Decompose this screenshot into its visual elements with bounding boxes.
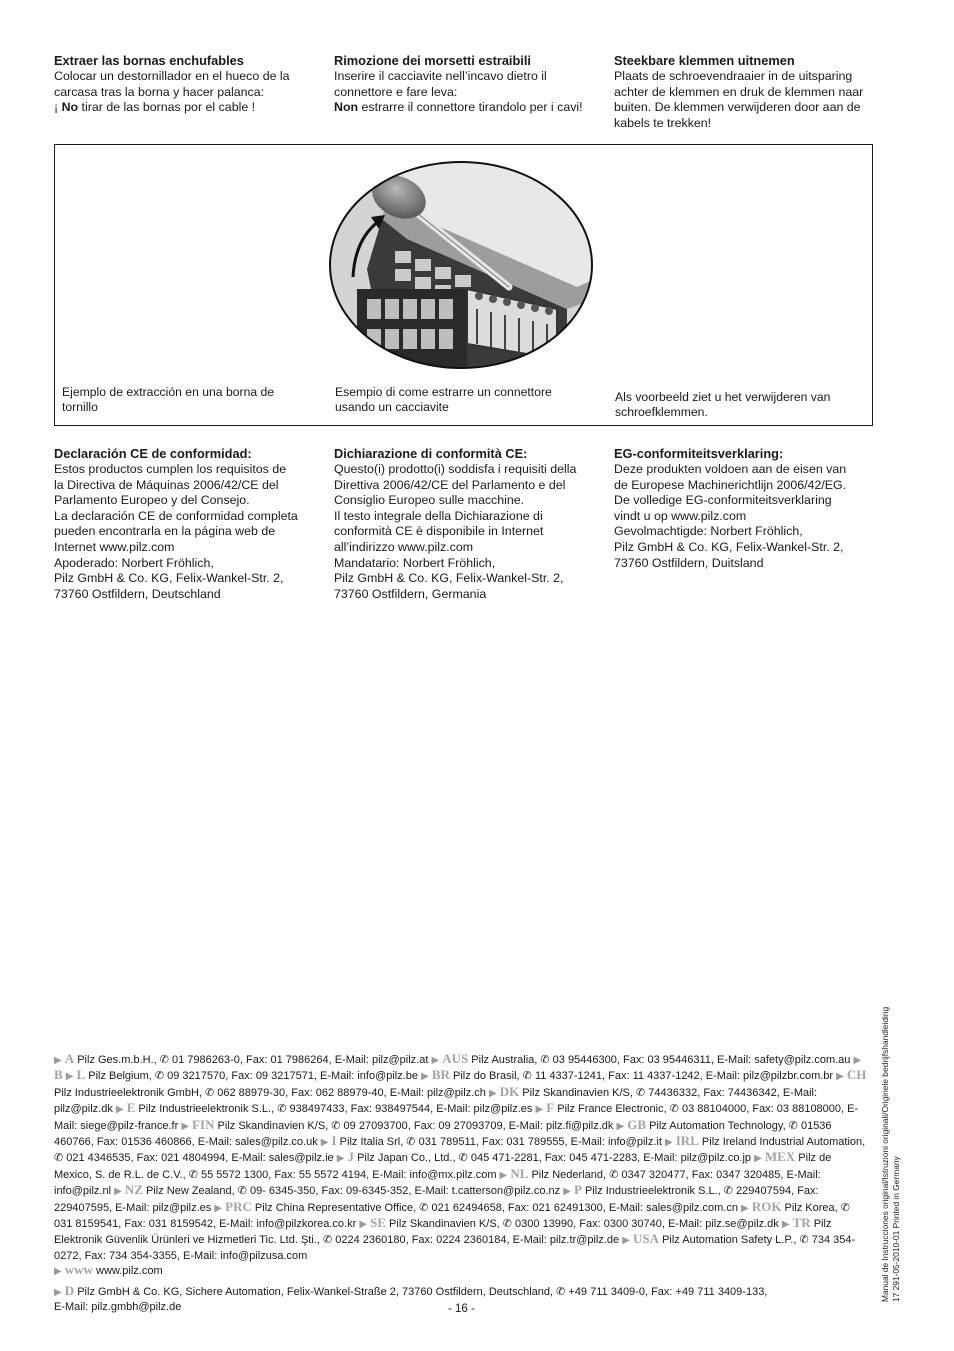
caption-line: tornillo xyxy=(62,400,98,414)
caption-line: schroefklemmen. xyxy=(615,405,708,419)
heading-ce-es: Declaración CE de conformidad: xyxy=(54,446,252,461)
triangle-icon: ▶ xyxy=(214,1202,223,1214)
country-code: NZ xyxy=(124,1182,143,1198)
triangle-icon: ▶ xyxy=(115,1104,124,1116)
contact-text: Pilz Industrieelektronik S.L., ✆ 938497433, Fax: 938497544, E-Mail: pilz@pilz.es xyxy=(138,1103,533,1116)
country-code: AUS xyxy=(442,1051,469,1066)
contact-paragraph xyxy=(54,1052,868,1263)
side-note-line: 17 291-05-2010-01 Printed in Germany xyxy=(891,1156,901,1302)
triangle-icon: ▶ xyxy=(336,1153,345,1165)
terminal-removal-illustration xyxy=(327,159,595,371)
text-line: La declaración CE de conformidad completa xyxy=(54,508,298,523)
heading-ce-nl: EG-conformiteitsverklaring: xyxy=(614,446,784,461)
triangle-icon: ▶ xyxy=(499,1169,508,1181)
website-link[interactable]: www.pilz.com xyxy=(96,1265,163,1278)
contact-entry xyxy=(65,1067,419,1083)
triangle-icon: ▶ xyxy=(488,1087,497,1099)
text-line: Pilz GmbH & Co. KG, Felix-Wankel-Str. 2, xyxy=(614,539,844,554)
country-code: J xyxy=(347,1149,354,1165)
caption-es xyxy=(62,385,312,415)
contact-text: Pilz China Representative Office, ✆ 021 62494658, Fax: 021 62491300, E-Mail: sales@pilz.com.cn xyxy=(254,1201,738,1214)
contact-text: Pilz Automation Safety L.P., ✆ 734 354-0272, Fax: 734 354-3355, E-Mail: info@pilzusa.com xyxy=(54,1234,856,1262)
heading-remove-es: Extraer las bornas enchufables xyxy=(54,53,244,68)
caption-it xyxy=(335,385,585,415)
text-line: Questo(i) prodotto(i) soddisfa i requisiti della xyxy=(334,462,577,476)
figure-box xyxy=(54,144,873,426)
country-code: B xyxy=(54,1067,63,1083)
ce-declaration-es xyxy=(54,446,316,602)
triangle-icon: ▶ xyxy=(664,1137,673,1149)
triangle-icon: ▶ xyxy=(431,1055,440,1066)
text-line: Mandatario: Norbert Fröhlich, xyxy=(334,555,496,570)
triangle-icon: ▶ xyxy=(181,1120,190,1132)
caption-line: Ejemplo de extracción en una borna de xyxy=(62,385,275,399)
text-line: connettore e fare leva: xyxy=(334,84,458,99)
country-code: PRC xyxy=(225,1198,252,1214)
contact-entry xyxy=(54,1051,429,1066)
heading-ce-it: Dichiarazione di conformità CE: xyxy=(334,446,528,461)
text-rest: estrarre il connettore tirandolo per i cavi! xyxy=(358,100,583,115)
text-line: conformità CE è disponibile in Internet xyxy=(334,524,544,539)
text-line: Deze produkten voldoen aan de eisen van xyxy=(614,462,847,476)
text-line: de Europese Machinerichtlijn 2006/42/EG. xyxy=(614,477,847,492)
text-line: Direttiva 2006/42/CE del Parlamento e del xyxy=(334,477,566,492)
text-line: Estos productos cumplen los requisitos de xyxy=(54,462,287,476)
contact-entry xyxy=(214,1198,738,1214)
contact-text: Pilz Japan Co., Ltd., ✆ 045 471-2281, Fax: 045 471-2283, E-Mail: pilz@pilz.co.jp xyxy=(357,1152,752,1165)
ce-declaration-nl xyxy=(614,446,876,571)
contact-text: Pilz Australia, ✆ 03 95446300, Fax: 03 95446311, E-Mail: safety@pilz.com.au xyxy=(471,1054,851,1066)
remove-terminals-nl xyxy=(614,53,876,131)
country-code: SE xyxy=(370,1215,386,1231)
text-line: Internet www.pilz.com xyxy=(54,539,175,554)
contact-text: Pilz New Zealand, ✆ 09- 6345-350, Fax: 09-6345-352, E-Mail: t.catterson@pilz.co.nz xyxy=(145,1185,561,1198)
page-number: - 16 - xyxy=(448,1303,475,1315)
heading-remove-it: Rimozione dei morsetti estraibili xyxy=(334,53,531,68)
triangle-icon: ▶ xyxy=(54,1055,62,1066)
country-code: D xyxy=(64,1282,75,1298)
triangle-icon: ▶ xyxy=(754,1153,762,1165)
contact-entry xyxy=(114,1182,561,1198)
contact-entry xyxy=(115,1100,533,1116)
text-line: Inserire il cacciavite nell’incavo dietro il xyxy=(334,69,547,83)
country-code: IRL xyxy=(675,1133,699,1149)
contact-entry xyxy=(320,1133,662,1149)
text-line: kabels te trekken! xyxy=(614,115,712,130)
caption-line: usando un cacciavite xyxy=(335,400,449,414)
triangle-icon: ▶ xyxy=(54,1266,62,1278)
contact-text: Pilz Ireland Industrial Automation, ✆ 021 4346535, Fax: 021 4804994, E-Mail: sales@pilz.ie xyxy=(54,1136,866,1165)
contact-entry xyxy=(181,1116,614,1132)
country-code: USA xyxy=(632,1231,659,1247)
triangle-icon: ▶ xyxy=(54,1286,62,1298)
contact-text: Pilz Automation Technology, ✆ 01536 460766, Fax: 01536 460866, E-Mail: sales@pilz.co.uk xyxy=(54,1119,832,1149)
triangle-icon: ▶ xyxy=(622,1235,630,1247)
triangle-icon: ▶ xyxy=(741,1202,749,1214)
country-code: E xyxy=(126,1100,136,1116)
triangle-icon: ▶ xyxy=(359,1219,368,1231)
contact-text: Pilz Industrieelektronik GmbH, ✆ 062 88979-30, Fax: 062 88979-40, E-Mail: pilz@pilz.ch xyxy=(54,1086,486,1099)
triangle-icon: ▶ xyxy=(320,1137,329,1149)
remove-terminals-es xyxy=(54,53,316,116)
contact-text: Pilz de Mexico, S. de R.L. de C.V., ✆ 55 5572 1300, Fax: 55 5572 4194, E-Mail: info@mx.pilz.com xyxy=(54,1152,832,1181)
text-line: Colocar un destornillador en el hueco de la xyxy=(54,69,290,83)
contact-entry xyxy=(359,1215,779,1231)
caption-line: Als voorbeeld ziet u het verwijderen van xyxy=(615,390,831,404)
contact-text: Pilz Skandinavien K/S, ✆ 74436332, Fax: 74436342, E-Mail: pilz@pilz.dk xyxy=(54,1086,818,1116)
triangle-icon: ▶ xyxy=(616,1120,625,1132)
text-prefix: ¡ xyxy=(54,100,62,115)
text-line xyxy=(334,100,596,116)
contact-text: Pilz do Brasil, ✆ 11 4337-1241, Fax: 11 4337-1242, E-Mail: pilz@pilzbr.com.br xyxy=(452,1070,834,1083)
contact-text: Pilz Nederland, ✆ 0347 320477, Fax: 0347 320485, E-Mail: info@pilz.nl xyxy=(54,1168,821,1198)
contact-entry xyxy=(431,1051,851,1066)
contact-list xyxy=(54,1052,868,1315)
country-code: CH xyxy=(846,1067,867,1083)
text-line: pueden encontrarla en la página web de xyxy=(54,524,276,539)
country-code: www xyxy=(64,1262,93,1278)
text-line: 73760 Ostfildern, Deutschland xyxy=(54,586,221,601)
text-bold: No xyxy=(61,100,79,115)
contact-text: Pilz GmbH & Co. KG, Sichere Automation, Felix-Wankel-Straße 2, 73760 Ostfildern, Deutschland, ✆ +49 711 3409-0, Fax: +49 711 3409-133, xyxy=(77,1285,768,1298)
contact-text: Pilz Ges.m.b.H., ✆ 01 7986263-0, Fax: 01 7986264, E-Mail: pilz@pilz.at xyxy=(77,1054,429,1066)
side-note xyxy=(880,942,902,1302)
caption-nl xyxy=(615,390,865,420)
country-code: BR xyxy=(431,1067,450,1083)
contact-entry xyxy=(421,1067,834,1083)
text-bold: Non xyxy=(334,100,359,115)
contact-entry xyxy=(336,1149,752,1165)
caption-line: Esempio di come estrarre un connettore xyxy=(335,385,552,399)
contact-text: Pilz Korea, ✆ 031 8159541, Fax: 031 8159542, E-Mail: info@pilzkorea.co.kr xyxy=(54,1201,850,1231)
text-line: Pilz GmbH & Co. KG, Felix-Wankel-Str. 2, xyxy=(54,571,284,586)
text-line: achter de klemmen en druk de klemmen naar xyxy=(614,84,864,99)
triangle-icon: ▶ xyxy=(563,1186,571,1198)
triangle-icon: ▶ xyxy=(781,1219,790,1231)
text-line: Il testo integrale della Dichiarazione di xyxy=(334,508,543,523)
text-line: Parlamento Europeo y del Consejo. xyxy=(54,493,250,508)
text-line: vindt u op www.pilz.com xyxy=(614,508,747,523)
country-code: MEX xyxy=(764,1149,796,1165)
text-line: carcasa tras la borna y hacer palanca: xyxy=(54,84,265,99)
contact-text: Pilz France Electronic, ✆ 03 88104000, Fax: 03 88108000, E-Mail: siege@pilz-france.fr xyxy=(54,1103,859,1132)
country-code: P xyxy=(573,1182,582,1198)
country-code: I xyxy=(331,1133,337,1149)
country-code: A xyxy=(64,1051,75,1066)
country-code: GB xyxy=(627,1116,646,1132)
contact-www xyxy=(54,1263,868,1279)
triangle-icon: ▶ xyxy=(421,1071,429,1083)
text-line: all’indirizzo www.pilz.com xyxy=(334,539,474,554)
text-line xyxy=(54,100,316,116)
country-code: L xyxy=(76,1067,86,1083)
country-code: ROK xyxy=(751,1198,782,1214)
text-line: Pilz GmbH & Co. KG, Felix-Wankel-Str. 2, xyxy=(334,571,564,586)
contact-text: Pilz Skandinavien K/S, ✆ 0300 13990, Fax: 0300 30740, E-Mail: pilz.se@pilz.dk xyxy=(389,1218,779,1231)
triangle-icon: ▶ xyxy=(114,1186,122,1198)
triangle-icon: ▶ xyxy=(535,1104,544,1116)
country-code: TR xyxy=(792,1215,811,1231)
country-code: F xyxy=(546,1100,555,1116)
text-line: Apoderado: Norbert Fröhlich, xyxy=(54,555,214,570)
triangle-icon: ▶ xyxy=(853,1055,862,1066)
contact-text: Pilz Skandinavien K/S, ✆ 09 27093700, Fax: 09 27093709, E-Mail: pilz.fi@pilz.dk xyxy=(217,1119,614,1132)
text-line: buiten. De klemmen verwijderen door aan de xyxy=(614,100,861,115)
ce-declaration-it xyxy=(334,446,596,602)
contact-text: Pilz Elektronik Güvenlik Ürünleri ve Hizmetleri Tic. Ltd. Şti., ✆ 0224 2360180, Fax: 0224 2360184, E-Mail: pilz.tr@pilz.de xyxy=(54,1218,832,1247)
remove-terminals-it xyxy=(334,53,596,116)
text-line: Plaats de schroevendraaier in de uitsparing xyxy=(614,69,853,83)
text-line: la Directiva de Máquinas 2006/42/CE del xyxy=(54,477,279,492)
country-code: NL xyxy=(510,1165,529,1181)
text-line: 73760 Ostfildern, Duitsland xyxy=(614,555,764,570)
text-line: Gevolmachtigde: Norbert Fröhlich, xyxy=(614,524,803,539)
contact-text: Pilz Industrieelektronik S.L., ✆ 229407594, Fax: 229407595, E-Mail: pilz@pilz.es xyxy=(54,1185,819,1214)
contact-text: Pilz Italia Srl, ✆ 031 789511, Fax: 031 789555, E-Mail: info@pilz.it xyxy=(339,1136,662,1149)
country-code: FIN xyxy=(192,1116,215,1132)
contact-text: E-Mail: pilz.gmbh@pilz.de xyxy=(54,1301,182,1314)
text-line: De volledige EG-conformiteitsverklaring xyxy=(614,493,832,508)
side-note-line: Manual de Instrucciones original/Istruzioni originali/Originele bedrijfshandleiding xyxy=(880,1006,890,1302)
contact-text: Pilz Belgium, ✆ 09 3217570, Fax: 09 3217571, E-Mail: info@pilz.be xyxy=(88,1070,419,1083)
text-rest: tirar de las bornas por el cable ! xyxy=(78,100,256,115)
triangle-icon: ▶ xyxy=(836,1071,844,1083)
triangle-icon: ▶ xyxy=(65,1071,74,1083)
text-line: Consiglio Europeo sulle macchine. xyxy=(334,493,525,508)
country-code: DK xyxy=(499,1083,520,1099)
heading-remove-nl: Steekbare klemmen uitnemen xyxy=(614,53,795,68)
text-line: 73760 Ostfildern, Germania xyxy=(334,586,487,601)
